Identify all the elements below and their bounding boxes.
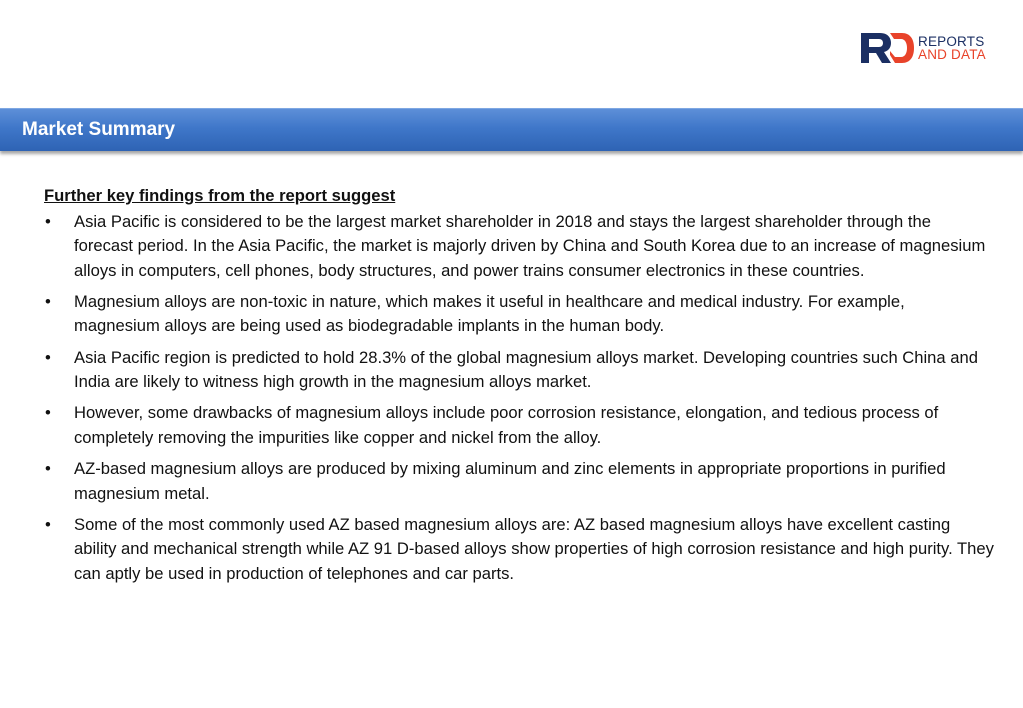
bullet-icon: • — [45, 403, 51, 423]
finding-item — [44, 401, 994, 450]
reports-and-data-logo — [860, 30, 1010, 66]
finding-text: Asia Pacific region is predicted to hold 28.3% of the global magnesium alloys market. Developing countries such China and India are likely to witness high growth in the magnesium alloys market. — [74, 347, 978, 392]
bullet-icon: • — [45, 211, 51, 231]
logo-line-reports: REPORTS — [918, 34, 985, 49]
finding-item — [44, 346, 994, 395]
finding-text: Asia Pacific is considered to be the largest market shareholder in 2018 and stays the largest shareholder through the forecast period. In the Asia Pacific, the market is majorly driven by China and South Korea due to an increase of magnesium alloys in computers, cell phones, body structures, and power trains consumer electronics in these countries. — [74, 211, 986, 280]
market-summary-banner — [0, 108, 1023, 151]
finding-item — [44, 290, 994, 339]
banner-title: Market Summary — [22, 119, 176, 140]
finding-item — [44, 513, 994, 587]
finding-item — [44, 210, 994, 284]
findings-list — [44, 210, 994, 587]
bullet-icon: • — [45, 458, 51, 478]
bullet-icon: • — [45, 514, 51, 534]
logo-wordmark — [918, 35, 986, 61]
finding-text: Some of the most commonly used AZ based magnesium alloys are: AZ based magnesium alloys have excellent casting ability and mechanical strength while AZ 91 D-based alloys show properties of high corrosion resistance and high purity. They can aptly be used in production of telephones and car parts. — [74, 514, 994, 583]
findings-section — [44, 184, 994, 593]
findings-heading: Further key findings from the report suggest — [44, 186, 396, 205]
finding-text: Magnesium alloys are non-toxic in nature, which makes it useful in healthcare and medical industry. For example, magnesium alloys are being used as biodegradable implants in the human body. — [74, 291, 905, 336]
rd-logo-icon — [860, 31, 915, 65]
bullet-icon: • — [45, 347, 51, 367]
finding-item — [44, 457, 994, 506]
finding-text: However, some drawbacks of magnesium alloys include poor corrosion resistance, elongation, and tedious process of completely removing the impurities like copper and nickel from the alloy. — [74, 403, 939, 447]
finding-text: AZ-based magnesium alloys are produced by mixing aluminum and zinc elements in appropriate proportions in purified magnesium metal. — [74, 458, 946, 503]
logo-line-and-data: AND DATA — [918, 47, 986, 62]
bullet-icon: • — [45, 291, 51, 311]
